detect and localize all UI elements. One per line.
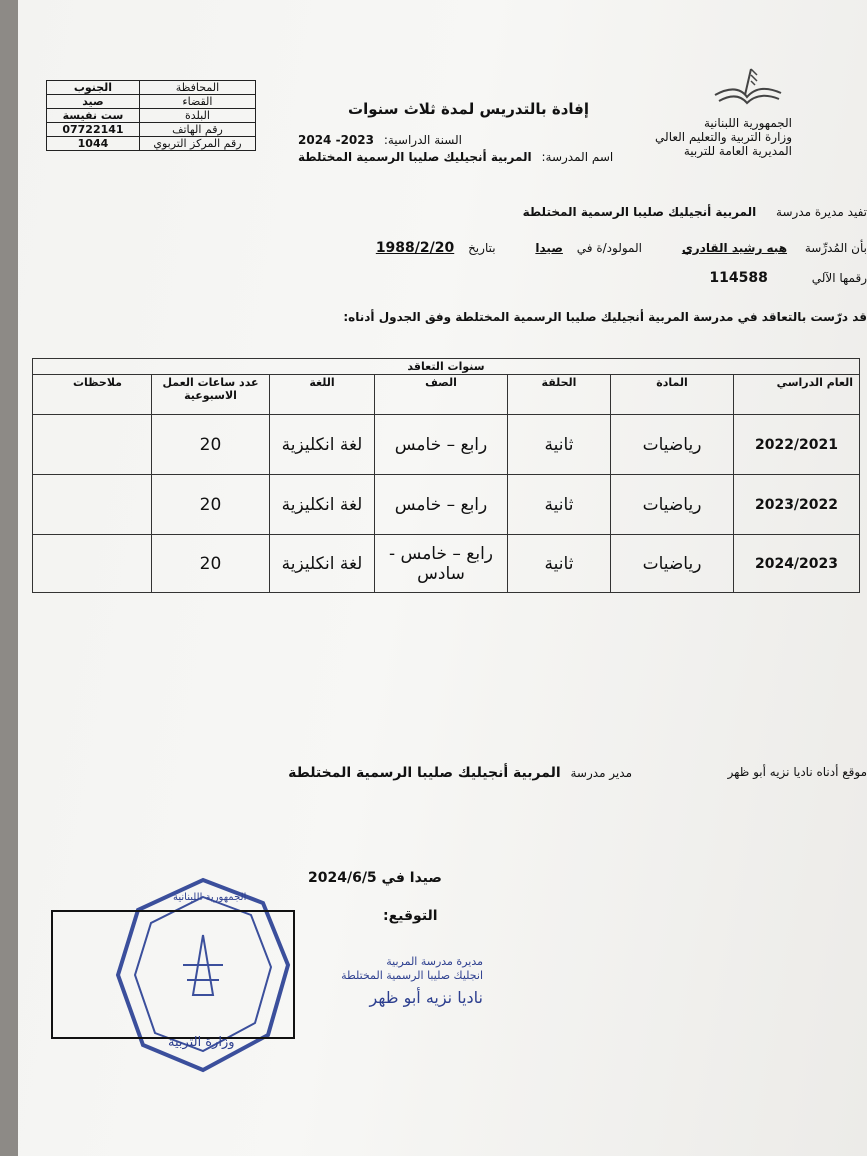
id-value: 114588	[709, 270, 768, 286]
document-page	[18, 0, 867, 1156]
cell-class: رابع – خامس	[375, 415, 508, 475]
signature-label: التوقيع:	[383, 908, 438, 924]
footer-school: المربية أنجيليك صليبا الرسمية المختلطة	[288, 765, 561, 781]
place-date: صيدا في 2024/6/5	[308, 870, 442, 886]
cell-hours: 20	[152, 535, 270, 593]
cell-language: لغة انكليزية	[270, 475, 375, 535]
contract-years-table	[32, 358, 860, 593]
info-label: القضاء	[139, 95, 255, 109]
info-value: 07722141	[47, 123, 140, 137]
cell-year: 2024/2023	[734, 535, 860, 593]
footer-signer-line	[728, 765, 867, 779]
cell-hours: 20	[152, 475, 270, 535]
stamp-line-3: ناديا نزيه أبو ظهر	[369, 988, 483, 1007]
footer-director-line	[288, 765, 632, 781]
teacher-name: هبه رشيد القادري	[681, 241, 788, 255]
col-year: العام الدراسي	[734, 375, 860, 415]
ministry-heading	[655, 116, 792, 158]
info-value: 1044	[47, 137, 140, 151]
year-label: السنة الدراسية:	[383, 133, 462, 147]
school-year-line	[298, 133, 462, 147]
col-notes: ملاحظات	[33, 375, 152, 415]
col-cycle: الحلقة	[508, 375, 611, 415]
info-value: ست نفيسة	[47, 109, 140, 123]
cell-class: رابع – خامس - سادس	[375, 535, 508, 593]
l2-prefix: بأن المُدرِّسة	[804, 241, 867, 255]
cell-class: رابع – خامس	[375, 475, 508, 535]
date-label: بتاريخ	[468, 241, 496, 255]
stamp-ring-bottom: وزارة التربية	[168, 1035, 235, 1050]
cell-year: 2022/2021	[734, 415, 860, 475]
info-label: البلدة	[139, 109, 255, 123]
cell-subject: رياضيات	[611, 535, 734, 593]
l1-school: المربية أنجيليك صليبا الرسمية المختلطة	[522, 205, 757, 219]
stamp-line-1: مديرة مدرسة المربية	[386, 955, 483, 968]
col-class: الصف	[375, 375, 508, 415]
stamp-ring-top: الجمهورية اللبنانية	[173, 892, 247, 903]
born-label: المولود/ة في	[576, 241, 642, 255]
cell-cycle: ثانية	[508, 475, 611, 535]
signer-prefix: موقع أدناه ناديا نزيه أبو ظهر	[727, 765, 867, 779]
id-label: رقمها الآلي	[811, 271, 867, 285]
cell-subject: رياضيات	[611, 415, 734, 475]
location-info-box	[46, 80, 256, 151]
info-label: المحافظة	[139, 81, 255, 95]
cell-notes	[33, 415, 152, 475]
cell-cycle: ثانية	[508, 535, 611, 593]
col-language: اللغة	[270, 375, 375, 415]
year-value: 2023- 2024	[298, 133, 374, 147]
col-hours: عدد ساعات العمل الاسبوعية	[152, 375, 270, 415]
cell-subject: رياضيات	[611, 475, 734, 535]
table-row	[33, 475, 860, 535]
stamp-line-2: انجليك صليبا الرسمية المختلطة	[341, 969, 483, 982]
directorate-text: المديرية العامة للتربية	[683, 144, 792, 158]
body-line-4: قد درّست بالتعاقد في مدرسة المربية أنجيليك صليبا الرسمية المختلطة وفق الجدول أدناه:	[343, 310, 867, 324]
cell-cycle: ثانية	[508, 415, 611, 475]
cell-notes	[33, 535, 152, 593]
stamp-text	[273, 955, 483, 1005]
body-line-3	[709, 270, 867, 286]
cell-language: لغة انكليزية	[270, 415, 375, 475]
col-subject: المادة	[611, 375, 734, 415]
body-line-2	[376, 240, 867, 256]
cell-notes	[33, 475, 152, 535]
l1-prefix: تفيد مديرة مدرسة	[776, 205, 867, 219]
school-name-line	[298, 150, 613, 164]
cell-year: 2023/2022	[734, 475, 860, 535]
body-line-1	[523, 205, 867, 219]
redaction-box	[51, 910, 295, 1039]
table-row	[33, 535, 860, 593]
info-label: رقم الهاتف	[139, 123, 255, 137]
ministry-logo-icon	[707, 65, 787, 115]
cell-language: لغة انكليزية	[270, 535, 375, 593]
republic-text: الجمهورية اللبنانية	[703, 116, 792, 130]
document-title: إفادة بالتدريس لمدة ثلاث سنوات	[348, 100, 589, 118]
cell-hours: 20	[152, 415, 270, 475]
school-value: المربية أنجيليك صليبا الرسمية المختلطة	[298, 150, 532, 164]
ministry-text: وزارة التربية والتعليم العالي	[655, 130, 792, 144]
school-label: اسم المدرسة:	[541, 150, 614, 164]
info-value: الجنوب	[47, 81, 140, 95]
info-label: رقم المركز التربوي	[139, 137, 255, 151]
table-row	[33, 415, 860, 475]
director-of: مدير مدرسة	[570, 766, 632, 780]
group-header: سنوات التعاقد	[33, 359, 860, 375]
born-place: صيدا	[535, 241, 563, 255]
info-value: صيد	[47, 95, 140, 109]
born-date: 1988/2/20	[375, 240, 455, 256]
